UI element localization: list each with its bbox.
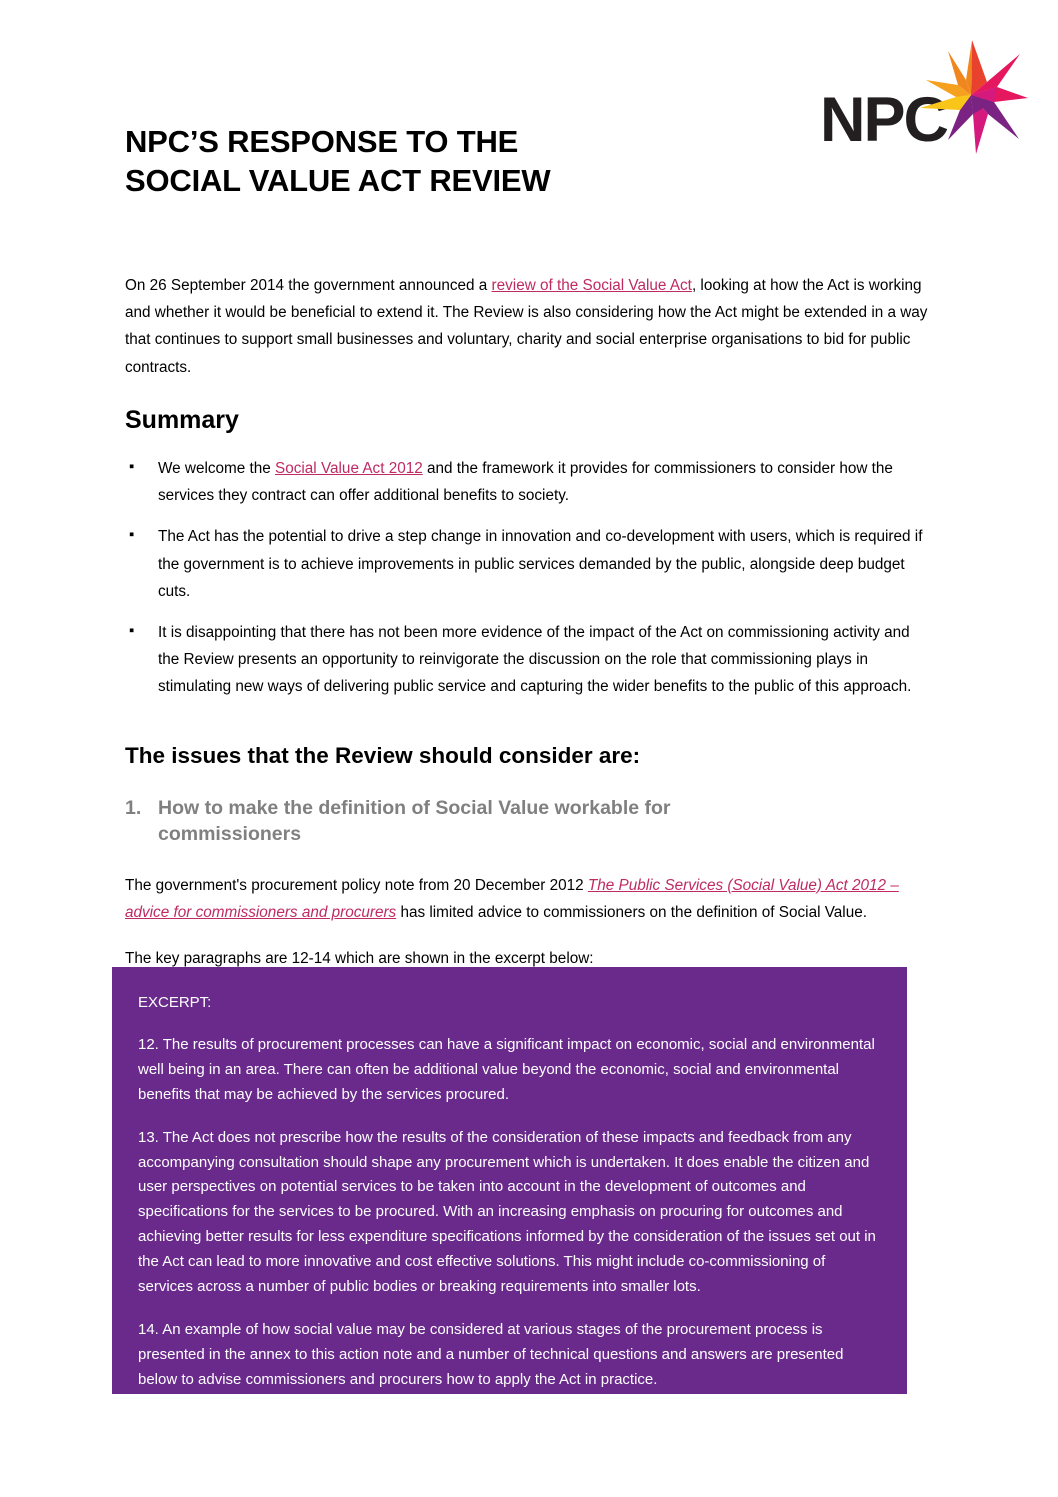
issue-item-1-label: How to make the definition of Social Value workable for commissioners <box>158 796 671 845</box>
excerpt-callout-box <box>112 967 907 1394</box>
npc-logo <box>820 38 1030 158</box>
summary-heading: Summary <box>125 405 239 434</box>
npc-wordmark: NPC <box>820 85 948 155</box>
bullet-1-part-1: We welcome the <box>158 459 276 477</box>
excerpt-paragraph-14: 14. An example of how social value may be considered at various stages of the procurement process is presented in the annex to this action note and a number of technical questions and answers are presented below to advise commissioners and procurers how to apply the Act in practice. <box>138 1320 844 1388</box>
issue-item-1-heading <box>125 796 933 848</box>
page-title-line-2: SOCIAL VALUE ACT REVIEW <box>125 163 551 199</box>
excerpt-paragraph-12: 12. The results of procurement processes can have a significant impact on economic, social and environmental well being in an area. There can often be additional value beyond the economic, social and environmental benefits that may be achieved by the services procured. <box>138 1036 875 1103</box>
issue-1-para-1-part-1: The government's procurement policy note from 20 December 2012 <box>125 876 588 894</box>
page-title <box>125 122 825 201</box>
intro-paragraph <box>125 272 933 381</box>
list-item <box>125 455 933 509</box>
excerpt-paragraph-13: 13. The Act does not prescribe how the results of the consideration of these impacts and feedback from any accompanying consultation should shape any procurement which is undertaken. It does enable the citizen and user perspectives on potential services to be taken into account in the development of outcomes and specifications for the services to be procured. With an increasing emphasis on procuring for outcomes and achieving better results for less expenditure specifications informed by the consideration of the issues set out in the Act can lead to more innovative and cost effective solutions. This might include co-commissioning of services across a number of public bodies or breaking requirements into smaller lots. <box>138 1128 876 1296</box>
list-item <box>125 523 933 605</box>
intro-text-part-2: , looking at how the Act is working and whether it would be beneficial to extend it. The Review is also considering how the Act might be extended in a way that continues to support small businesses and voluntary, charity and social enterprise organisations to bid for public contracts. <box>125 277 928 376</box>
issue-1-para-1-part-2: has limited advice to commissioners on the definition of Social Value. <box>396 903 867 921</box>
summary-bullet-list <box>125 455 933 701</box>
document-content <box>125 272 933 991</box>
bullet-1-part-2: and the framework it provides for commissioners to consider how the services they contract can offer additional benefits to society. <box>158 459 893 505</box>
issues-heading: The issues that the Review should consider are: <box>125 742 641 768</box>
link-public-services-social-value-act-advice[interactable]: The Public Services (Social Value) Act 2012 – advice for commissioners and procurers <box>125 876 899 921</box>
issue-1-paragraph-1 <box>125 872 933 926</box>
link-social-value-act-2012[interactable]: Social Value Act 2012 <box>275 459 423 477</box>
list-item <box>125 619 933 701</box>
npc-star-icon <box>912 38 1030 156</box>
link-review-of-social-value-act[interactable]: review of the Social Value Act <box>491 277 692 294</box>
page-title-line-1: NPC’S RESPONSE TO THE <box>125 124 519 159</box>
issue-item-1-number: 1. <box>125 796 142 819</box>
bullet-2-text: The Act has the potential to drive a step change in innovation and co-development with users, which is required if the government is to achieve improvements in public services demanded by the public, alongside deep budget cuts. <box>158 528 923 600</box>
intro-text-part-1: On 26 September 2014 the government announced a <box>125 277 492 294</box>
bullet-3-text: It is disappointing that there has not been more evidence of the impact of the Act on commissioning activity and the Review presents an opportunity to reinvigorate the discussion on the role that commissioning plays in stimulating new ways of delivering public service and capturing the wider benefits to the public of this approach. <box>158 623 912 696</box>
issue-1-paragraph-2: The key paragraphs are 12-14 which are shown in the excerpt below: <box>125 950 594 968</box>
excerpt-label: EXCERPT: <box>138 994 212 1011</box>
